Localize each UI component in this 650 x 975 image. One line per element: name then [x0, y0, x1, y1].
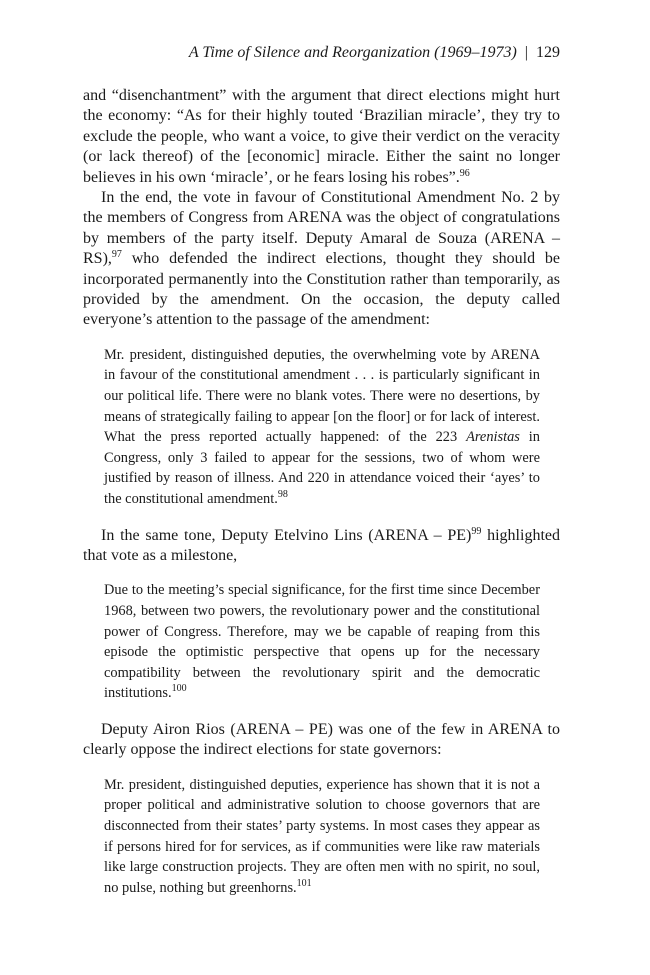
- body-paragraph: [83, 720, 560, 761]
- text-run: in Congress, only 3 failed to appear for the sessions, two of whom were justified by reason of illness. And 220 in attendance voiced their ‘ayes’ to the constitutional amendment.: [104, 429, 541, 508]
- body-text: [83, 86, 560, 914]
- block-quote: [104, 580, 540, 704]
- footnote-ref: 101: [296, 877, 312, 889]
- text-run: Deputy Airon Rios (ARENA – PE) was one of the few in ARENA to clearly oppose the indirect elections for state governors:: [83, 721, 560, 759]
- text-run: Mr. president, distinguished deputies, experience has shown that it is not a proper political and administrative solution to choose governors that are disconnected from their states’ party systems. In most cases they appear as if persons hired for for services, as if communities were like raw materials like large construction projects. They are often men with no spirit, no soul, no pulse, nothing but greenhorns.: [104, 776, 540, 896]
- footnote-ref: 97: [111, 249, 122, 261]
- footnote-ref: 100: [171, 683, 187, 695]
- footnote-ref: 99: [471, 525, 482, 537]
- quote-text: [104, 580, 540, 704]
- emphasis-text: Arenistas: [466, 429, 520, 446]
- running-head: [189, 44, 560, 62]
- footnote-ref: 96: [459, 167, 470, 179]
- page-number: 129: [536, 44, 560, 61]
- running-head-title: A Time of Silence and Reorganization (1969–1973): [188, 44, 517, 61]
- quote-text: [104, 775, 540, 899]
- text-run: In the same tone, Deputy Etelvino Lins (ARENA – PE): [101, 526, 472, 544]
- quote-text: [104, 345, 540, 510]
- footnote-ref: 98: [277, 489, 288, 501]
- body-paragraph: [83, 526, 560, 567]
- body-paragraph: [83, 188, 560, 331]
- text-run: and “disenchantment” with the argument that direct elections might hurt the economy: “As for their highly touted ‘Brazilian miracle’, they try to exclude the people, who want a voice, to give their verdict on the veracity (or lack thereof) of the [economic] miracle. Either the saint no longer believes in his own ‘miracle’, or he fears losing his robes”.: [83, 87, 560, 186]
- text-run: Mr. president, distinguished deputies, the overwhelming vote by ARENA in favour of the constitutional amendment . . . is particularly significant in our political life. There were no blank votes. There were no desertions, by means of strategically failing to appear [on the floor] or for lack of interest. What the press reported actually happened: of the 223: [104, 346, 540, 446]
- text-run: Due to the meeting’s special significance, for the first time since December 1968, between two powers, the revolutionary power and the constitutional power of Congress. Therefore, may we be capable of reaping from this episode the optimistic perspective that opens up for the necessary compatibility between the revolutionary spirit and the democratic institutions.: [104, 582, 540, 702]
- text-run: In the end, the vote in favour of Constitutional Amendment No. 2 by the members of Congress from ARENA was the object of congratulations by members of the party itself. Deputy Amaral de Souza (ARENA – RS),: [83, 189, 560, 268]
- text-run: who defended the indirect elections, thought they should be incorporated permanently into the Constitution rather than temporarily, as provided by the amendment. On the occasion, the deputy called everyone’s attention to the passage of the amendment:: [83, 250, 560, 329]
- block-quote: [104, 775, 540, 899]
- running-head-separator: |: [524, 44, 528, 61]
- block-quote: [104, 345, 540, 510]
- text-run: highlighted that vote as a milestone,: [83, 526, 560, 565]
- body-paragraph: [83, 86, 560, 188]
